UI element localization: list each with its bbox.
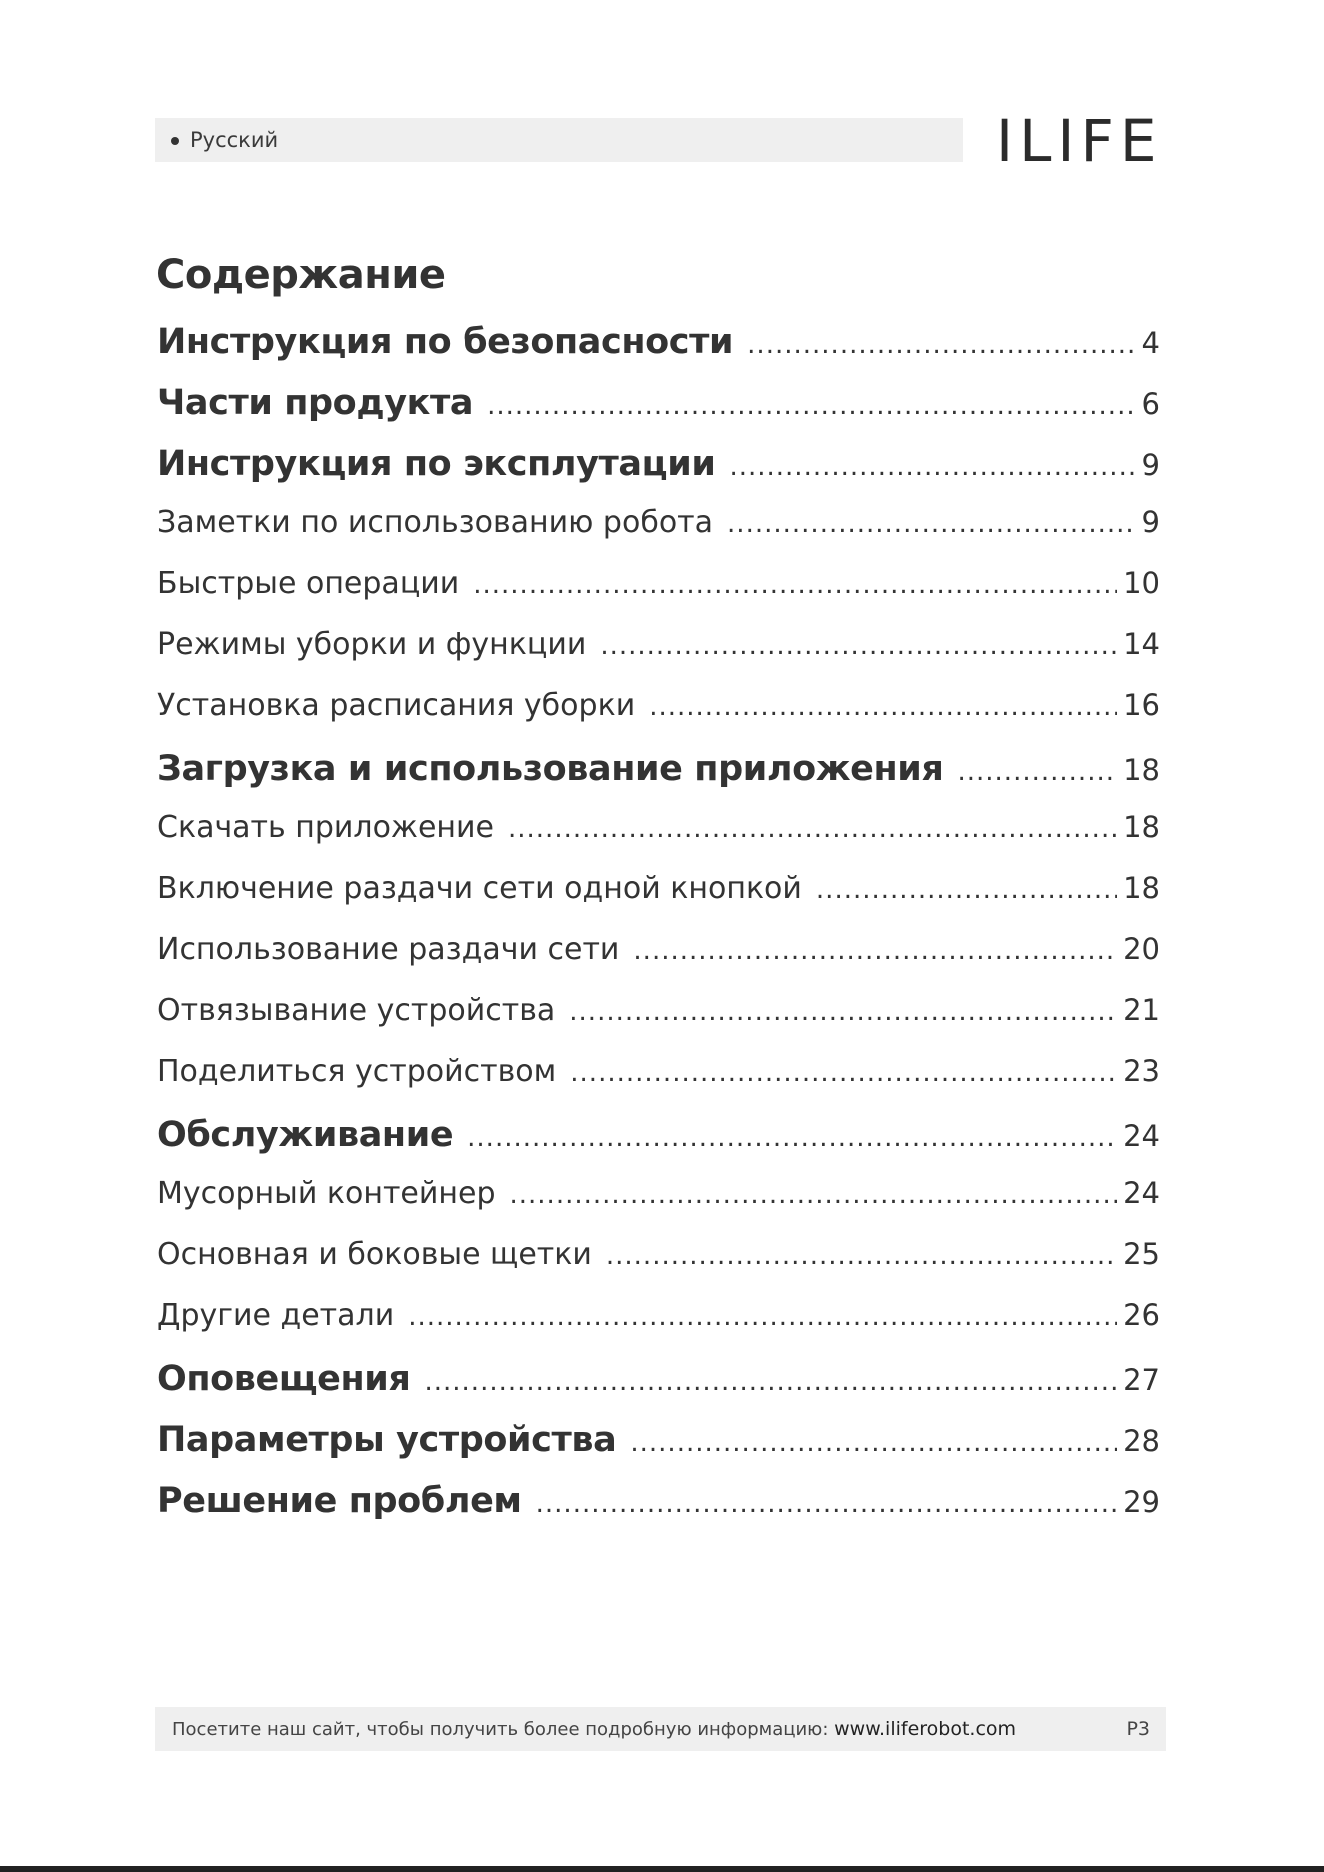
toc-dot-leader — [536, 1489, 1117, 1519]
toc-entry-page: 18 — [1123, 810, 1160, 844]
toc-entry-label: Оповещения — [157, 1359, 411, 1399]
toc-list — [157, 322, 1160, 1542]
toc-entry-label: Заметки по использованию робота — [157, 505, 714, 540]
toc-dot-leader — [630, 1428, 1117, 1458]
toc-entry-page: 28 — [1123, 1424, 1160, 1458]
toc-entry[interactable] — [157, 1298, 1160, 1359]
toc-entry-label: Режимы уборки и функции — [157, 627, 587, 662]
toc-entry[interactable] — [157, 1115, 1160, 1176]
toc-entry[interactable] — [157, 505, 1160, 566]
toc-entry-page: 29 — [1123, 1485, 1160, 1519]
toc-dot-leader — [816, 875, 1117, 905]
toc-entry-page: 16 — [1123, 688, 1160, 722]
toc-entry-label: Поделиться устройством — [157, 1054, 557, 1089]
language-label: Русский — [190, 128, 279, 152]
toc-entry-page: 24 — [1123, 1176, 1160, 1210]
toc-entry[interactable] — [157, 749, 1160, 810]
toc-entry-page: 10 — [1123, 566, 1160, 600]
toc-entry[interactable] — [157, 1176, 1160, 1237]
toc-entry-page: 14 — [1123, 627, 1160, 661]
footer-text — [172, 1716, 1016, 1743]
page-number: P3 — [1126, 1718, 1150, 1740]
toc-entry-label: Включение раздачи сети одной кнопкой — [157, 871, 802, 906]
toc-entry-label: Инструкция по эксплутации — [157, 444, 716, 484]
toc-entry[interactable] — [157, 932, 1160, 993]
toc-dot-leader — [467, 1123, 1117, 1153]
toc-entry[interactable] — [157, 1359, 1160, 1420]
toc-entry[interactable] — [157, 1237, 1160, 1298]
toc-dot-leader — [606, 1241, 1117, 1271]
footer-message: Посетите наш сайт, чтобы получить более подробную информацию: — [172, 1719, 835, 1740]
toc-entry-page: 9 — [1141, 505, 1160, 539]
toc-entry-page: 21 — [1123, 993, 1160, 1027]
toc-entry-label: Обслуживание — [157, 1115, 454, 1155]
toc-entry-label: Отвязывание устройства — [157, 993, 556, 1028]
toc-dot-leader — [727, 509, 1136, 539]
toc-entry-label: Параметры устройства — [157, 1420, 617, 1460]
toc-dot-leader — [408, 1302, 1117, 1332]
toc-entry[interactable] — [157, 1054, 1160, 1115]
toc-dot-leader — [508, 814, 1117, 844]
toc-entry-label: Скачать приложение — [157, 810, 494, 845]
toc-entry-label: Мусорный контейнер — [157, 1176, 496, 1211]
toc-dot-leader — [729, 452, 1135, 482]
toc-entry[interactable] — [157, 871, 1160, 932]
toc-entry[interactable] — [157, 627, 1160, 688]
toc-dot-leader — [600, 631, 1117, 661]
toc-entry-page: 18 — [1123, 871, 1160, 905]
toc-entry-label: Использование раздачи сети — [157, 932, 620, 967]
toc-dot-leader — [510, 1180, 1118, 1210]
toc-dot-leader — [957, 757, 1117, 787]
brand-logo: ILIFE — [996, 107, 1163, 175]
toc-entry[interactable] — [157, 688, 1160, 749]
toc-entry-page: 4 — [1141, 326, 1160, 360]
toc-entry-page: 25 — [1123, 1237, 1160, 1271]
toc-dot-leader — [487, 391, 1135, 421]
bottom-edge-strip — [0, 1866, 1324, 1872]
toc-entry[interactable] — [157, 1481, 1160, 1542]
toc-dot-leader — [570, 1058, 1117, 1088]
bullet-icon — [171, 137, 179, 145]
toc-entry-label: Загрузка и использование приложения — [157, 749, 944, 789]
toc-entry-page: 27 — [1123, 1363, 1160, 1397]
toc-dot-leader — [649, 692, 1117, 722]
toc-entry[interactable] — [157, 810, 1160, 871]
toc-entry[interactable] — [157, 566, 1160, 627]
toc-entry-page: 23 — [1123, 1054, 1160, 1088]
toc-entry-label: Основная и боковые щетки — [157, 1237, 592, 1272]
toc-entry[interactable] — [157, 383, 1160, 444]
toc-entry-label: Решение проблем — [157, 1481, 522, 1521]
toc-dot-leader — [424, 1367, 1117, 1397]
toc-entry[interactable] — [157, 993, 1160, 1054]
toc-entry-page: 18 — [1123, 753, 1160, 787]
toc-entry-label: Установка расписания уборки — [157, 688, 636, 723]
toc-entry[interactable] — [157, 1420, 1160, 1481]
footer-url[interactable]: www.iliferobot.com — [834, 1718, 1017, 1740]
toc-entry-label: Другие детали — [157, 1298, 395, 1333]
toc-entry[interactable] — [157, 322, 1160, 383]
toc-entry-label: Быстрые операции — [157, 566, 460, 601]
toc-dot-leader — [747, 330, 1135, 360]
toc-dot-leader — [473, 570, 1117, 600]
toc-dot-leader — [633, 936, 1117, 966]
toc-entry-page: 6 — [1141, 387, 1160, 421]
toc-entry-page: 20 — [1123, 932, 1160, 966]
toc-entry-label: Инструкция по безопасности — [157, 322, 734, 362]
toc-title: Содержание — [156, 252, 446, 298]
toc-dot-leader — [569, 997, 1117, 1027]
toc-entry-page: 9 — [1141, 448, 1160, 482]
toc-entry-label: Части продукта — [157, 383, 474, 423]
toc-entry-page: 26 — [1123, 1298, 1160, 1332]
toc-entry[interactable] — [157, 444, 1160, 505]
toc-entry-page: 24 — [1123, 1119, 1160, 1153]
